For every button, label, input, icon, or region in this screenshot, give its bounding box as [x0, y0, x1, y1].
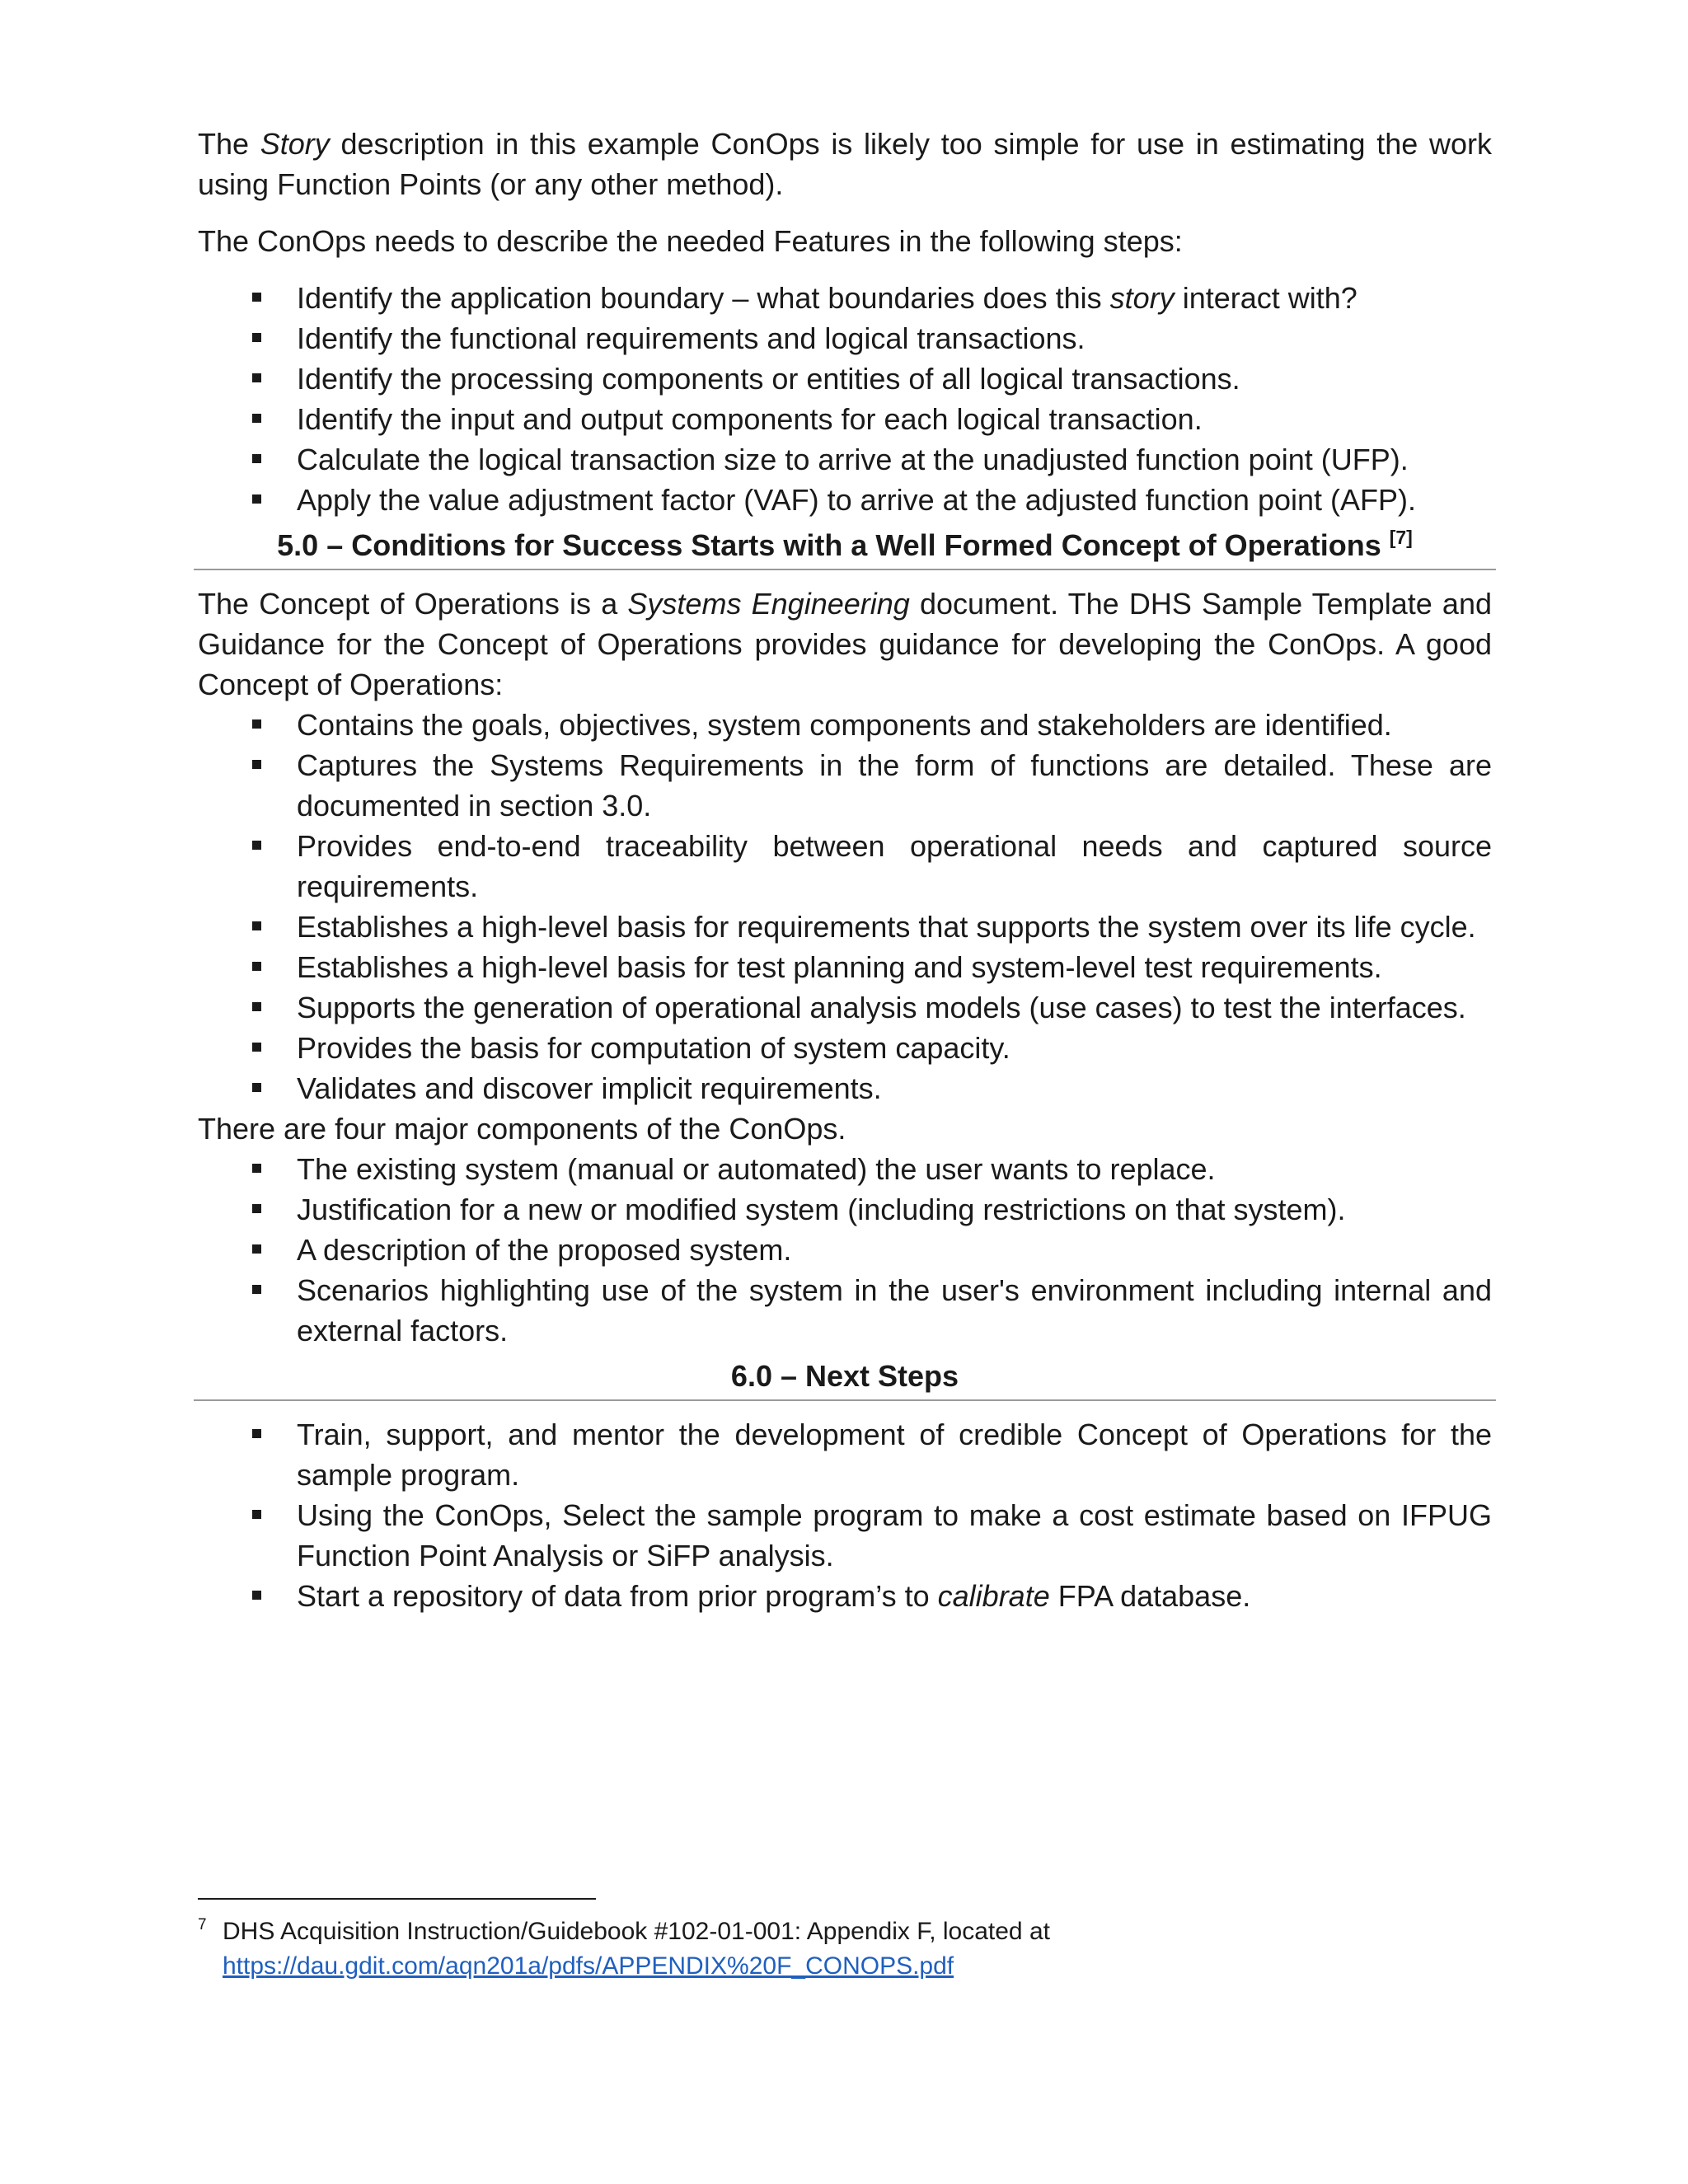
footnote-number: 7: [198, 1916, 207, 1933]
list-item: Calculate the logical transaction size to arrive at the unadjusted function point (UFP).: [297, 439, 1492, 480]
list-item: Provides the basis for computation of system capacity.: [297, 1028, 1492, 1068]
list-item: A description of the proposed system.: [297, 1230, 1492, 1270]
list-item: Start a repository of data from prior program’s to calibrate FPA database.: [297, 1576, 1492, 1616]
list-item: Apply the value adjustment factor (VAF) to arrive at the adjusted function point (AFP).: [297, 480, 1492, 520]
next-steps-list: [198, 1414, 1492, 1616]
intro-paragraph-1: The Story description in this example ConOps is likely too simple for use in estimating the work using Function Points (or any other method).: [198, 127, 1492, 201]
list-item: Identify the functional requirements and logical transactions.: [297, 318, 1492, 359]
list-item: Establishes a high-level basis for requirements that supports the system over its life cycle.: [297, 907, 1492, 947]
list-item: Identify the input and output components for each logical transaction.: [297, 399, 1492, 439]
list-item: Train, support, and mentor the development of credible Concept of Operations for the sample program.: [297, 1414, 1492, 1495]
list-item: Supports the generation of operational analysis models (use cases) to test the interfaces.: [297, 987, 1492, 1028]
footnote-separator: [198, 1898, 596, 1900]
list-item: Identify the processing components or entities of all logical transactions.: [297, 359, 1492, 399]
section-5-heading: 5.0 – Conditions for Success Starts with a Well Formed Concept of Operations [7]: [194, 525, 1496, 570]
list-item: Validates and discover implicit requirements.: [297, 1068, 1492, 1108]
list-item: Scenarios highlighting use of the system in the user's environment including internal and external factors.: [297, 1270, 1492, 1351]
footnote: [198, 1915, 1434, 1984]
list-item: Using the ConOps, Select the sample program to make a cost estimate based on IFPUG Function Point Analysis or SiFP analysis.: [297, 1495, 1492, 1576]
list-item: Identify the application boundary – what boundaries does this story interact with?: [297, 278, 1492, 318]
page-content: [198, 124, 1492, 1616]
conops-components-list: [198, 1149, 1492, 1351]
intro-paragraph-2: The ConOps needs to describe the needed Features in the following steps:: [198, 224, 1183, 258]
steps-list: [198, 278, 1492, 520]
conops-qualities-list: [198, 705, 1492, 1108]
section-5-intro: The Concept of Operations is a Systems Engineering document. The DHS Sample Template and Guidance for the Concept of Operations provides guidance for developing the ConOps. A good Concept of Operations:: [198, 587, 1492, 701]
list-item: Justification for a new or modified system (including restrictions on that system).: [297, 1189, 1492, 1230]
footnote-body: [198, 1915, 1434, 1984]
list-item: Provides end-to-end traceability between operational needs and captured source requirements.: [297, 826, 1492, 907]
list-item: The existing system (manual or automated) the user wants to replace.: [297, 1149, 1492, 1189]
list-item: Captures the Systems Requirements in the form of functions are detailed. These are documented in section 3.0.: [297, 745, 1492, 826]
footnote-text: DHS Acquisition Instruction/Guidebook #102-01-001: Appendix F, located at: [223, 1918, 1050, 1945]
components-intro: There are four major components of the ConOps.: [198, 1112, 846, 1146]
story-emphasis: Story: [260, 127, 330, 161]
list-item: Contains the goals, objectives, system components and stakeholders are identified.: [297, 705, 1492, 745]
list-item: Establishes a high-level basis for test planning and system-level test requirements.: [297, 947, 1492, 987]
section-6-heading: 6.0 – Next Steps: [194, 1356, 1496, 1401]
footnote-reference[interactable]: [7]: [1389, 527, 1413, 548]
footnote-link[interactable]: https://dau.gdit.com/aqn201a/pdfs/APPENDIX%20F_CONOPS.pdf: [223, 1952, 954, 1980]
